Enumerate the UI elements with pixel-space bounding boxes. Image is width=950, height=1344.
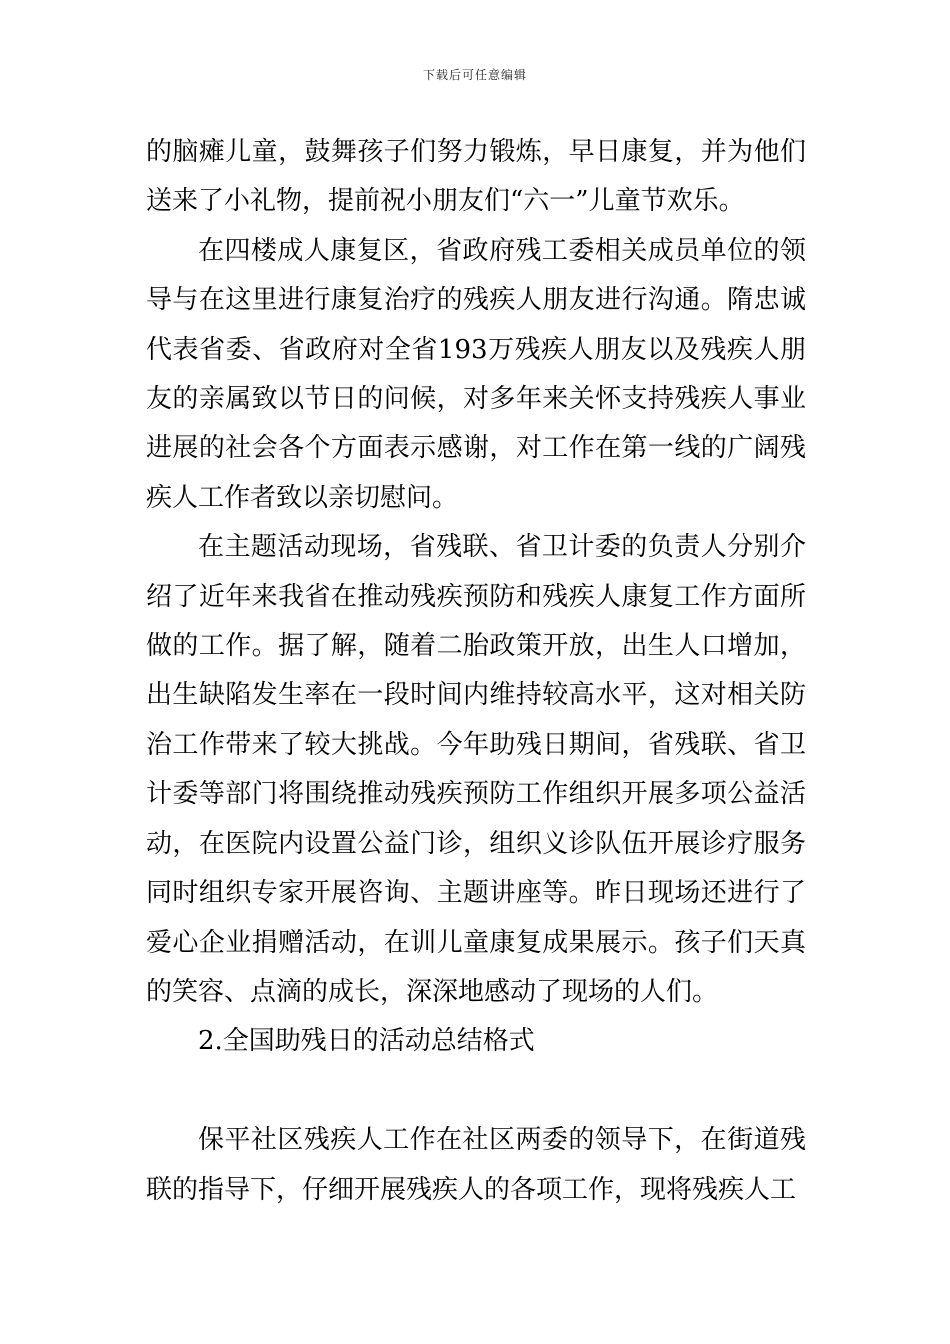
document-body bbox=[146, 128, 806, 1215]
page-header: 下载后可任意编辑 bbox=[422, 68, 527, 82]
paragraph-activity-site: 在主题活动现场，省残联、省卫计委的负责人分别介绍了近年来我省在推动残疾预防和残疾人康复工作方面所做的工作。据了解，随着二胎政策开放，出生人口增加，出生缺陷发生率在一段时间内维持较高水平，这对相关防治工作带来了较大挑战。今年助残日期间，省残联、省卫计委等部门将围绕推动残疾预防工作组织开展多项公益活动，在医院内设置公益门诊，组织义诊队伍开展诊疗服务同时组织专家开展咨询、主题讲座等。昨日现场还进行了爱心企业捐赠活动，在训儿童康复成果展示。孩子们天真的笑容、点滴的成长，深深地感动了现场的人们。 bbox=[146, 532, 806, 1007]
paragraph-rehab-area: 在四楼成人康复区，省政府残工委相关成员单位的领导与在这里进行康复治疗的残疾人朋友进行沟通。隋忠诚代表省委、省政府对全省193万残疾人朋友以及残疾人朋友的亲属致以节日的问候，对多年来关怀支持残疾人事业进展的社会各个方面表示感谢，对工作在第一线的广阔残疾人工作者致以亲切慰问。 bbox=[146, 235, 806, 513]
section-heading: 2.全国助残日的活动总结格式 bbox=[198, 1026, 535, 1057]
blank-line bbox=[146, 1067, 806, 1116]
paragraph-continued: 的脑瘫儿童，鼓舞孩子们努力锻炼，早日康复，并为他们送来了小礼物，提前祝小朋友们“六一”儿童节欢乐。 bbox=[146, 137, 806, 217]
paragraph-community: 保平社区残疾人工作在社区两委的领导下，在街道残联的指导下，仔细开展残疾人的各项工作，现将残疾人工 bbox=[146, 1125, 806, 1205]
